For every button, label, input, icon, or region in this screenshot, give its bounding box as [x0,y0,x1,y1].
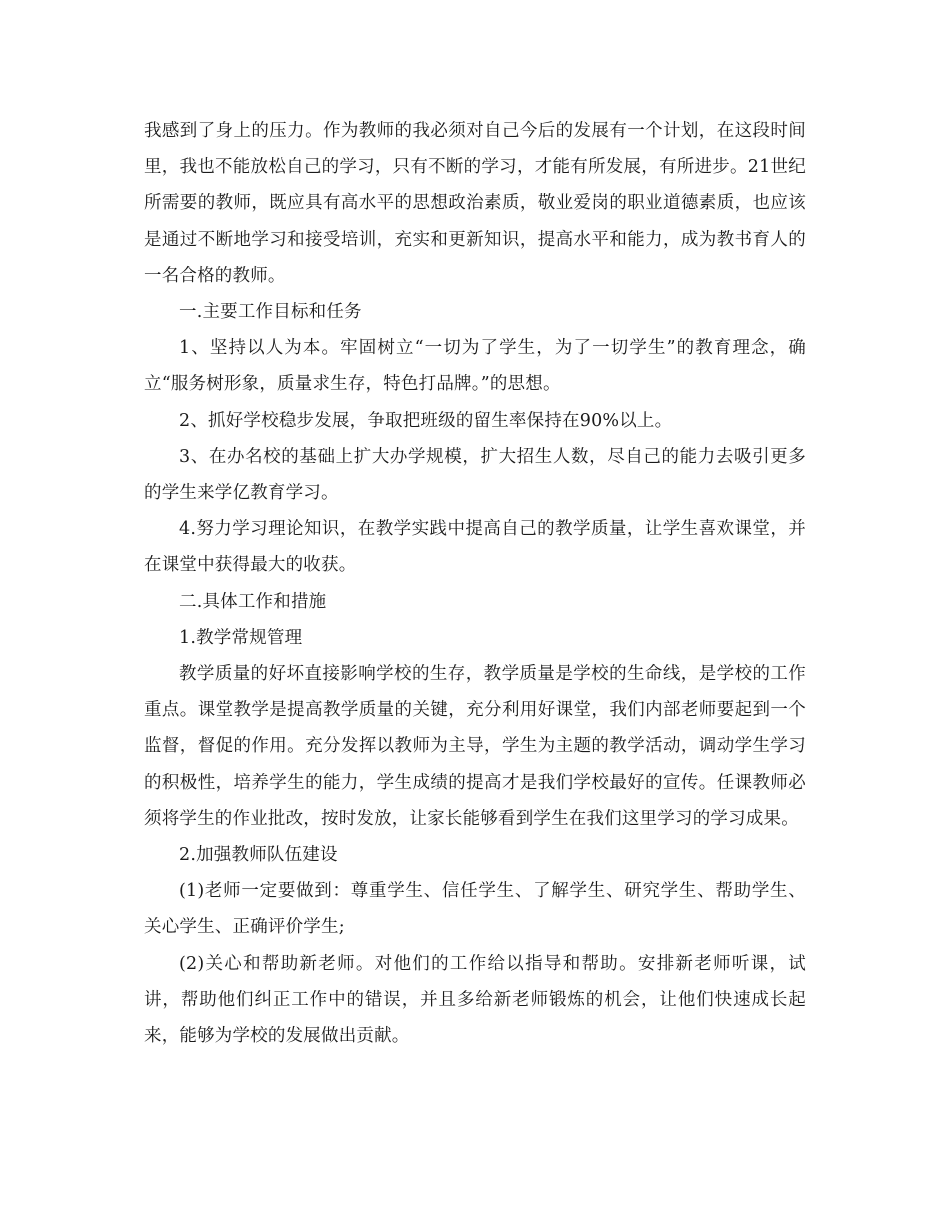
list-item: (1)老师一定要做到：尊重学生、信任学生、了解学生、研究学生、帮助学生、关心学生、正确评价学生; [144,881,806,938]
list-item: (2)关心和帮助新老师。对他们的工作给以指导和帮助。安排新老师听课，试讲，帮助他们纠正工作中的错误，并且多给新老师锻炼的机会，让他们快速成长起来，能够为学校的发展做出贡献。 [144,953,806,1047]
section-heading: 一.主要工作目标和任务 [179,302,362,323]
subsection-heading: 1.教学常规管理 [179,627,303,648]
list-item: 2、抓好学校稳步发展，争取把班级的留生率保持在90%以上。 [179,410,673,431]
body-paragraph: 我感到了身上的压力。作为教师的我必须对自己今后的发展有一个计划，在这段时间里，我也不能放松自己的学习，只有不断的学习，才能有所发展，有所进步。21世纪所需要的教师，既应具有高水平的思想政治素质，敬业爱岗的职业道德素质，也应该是通过不断地学习和接受培训，充实和更新知识，提高水平和能力，成为教书育人的一名合格的教师。 [144,121,806,286]
document-body [144,113,806,1054]
list-item: 3、在办名校的基础上扩大办学规模，扩大招生人数，尽自己的能力去吸引更多的学生来学亿教育学习。 [144,446,806,504]
subsection-heading: 2.加强教师队伍建设 [179,845,338,866]
body-paragraph: 教学质量的好坏直接影响学校的生存，教学质量是学校的生命线，是学校的工作重点。课堂教学是提高教学质量的关键，充分利用好课堂，我们内部老师要起到一个监督，督促的作用。充分发挥以教师为主导，学生为主题的教学活动，调动学生学习的积极性，培养学生的能力，学生成绩的提高才是我们学校最好的宣传。任课教师必须将学生的作业批改，按时发放，让家长能够看到学生在我们这里学习的学习成果。 [144,664,806,829]
section-heading: 二.具体工作和措施 [179,591,327,612]
list-item: 4.努力学习理论知识，在教学实践中提高自己的教学质量，让学生喜欢课堂，并在课堂中获得最大的收获。 [144,519,806,576]
list-item: 1、坚持以人为本。牢固树立“一切为了学生，为了一切学生”的教育理念，确立“服务树形象，质量求生存，特色打品牌。”的思想。 [144,338,806,395]
